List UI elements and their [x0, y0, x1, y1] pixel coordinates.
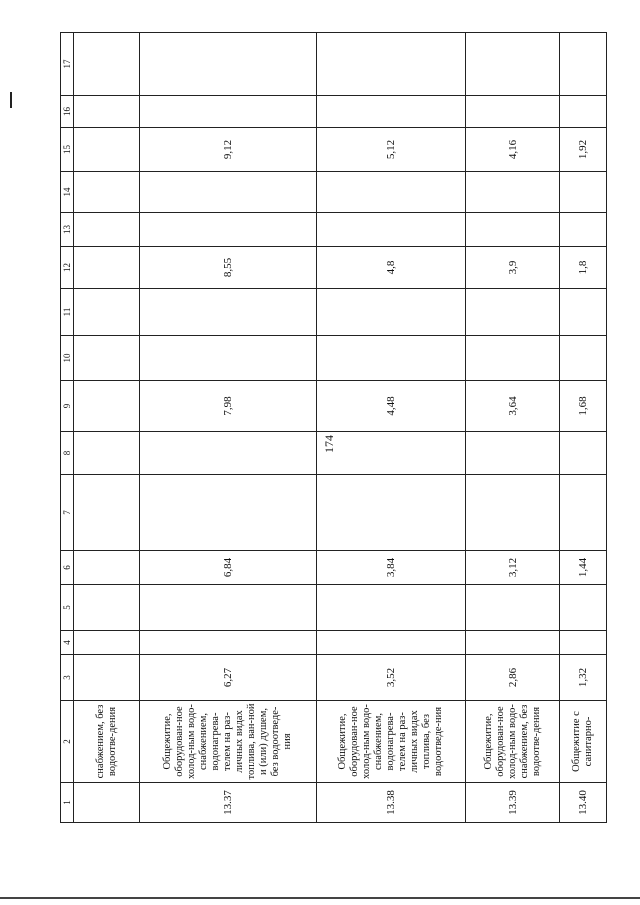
column-number: 4 [61, 631, 74, 655]
row-id: 13.37 [140, 783, 317, 823]
value-cell [74, 432, 140, 475]
value-cell [466, 585, 560, 631]
value-cell [140, 289, 317, 336]
row-description: Общежитие, оборудован-ное холод-ным водо-снабжением, водонагрева-телем на раз-личных видах топлива, без водоотведе-ния [317, 701, 466, 783]
row-id: 13.39 [466, 783, 560, 823]
value-cell [317, 33, 466, 96]
tariff-table [60, 32, 607, 823]
column-number: 13 [61, 213, 74, 247]
column-number: 14 [61, 172, 74, 213]
value-cell: 1,32 [560, 655, 607, 701]
rotated-table-container [60, 33, 605, 823]
column-number: 3 [61, 655, 74, 701]
value-cell [317, 585, 466, 631]
scan-edge-line [0, 897, 640, 899]
value-cell [317, 289, 466, 336]
value-cell [317, 432, 466, 475]
value-cell: 5,12 [317, 128, 466, 172]
row-description: Общежитие, оборудован-ное холод-ным водо-снабжением, водонагрева-телем на раз-личных видах топлива, ван-ной и (или) душем, без водоотведе-ния [140, 701, 317, 783]
value-cell: 7,98 [140, 381, 317, 432]
page-number: 174 [322, 435, 336, 453]
value-cell: 3,12 [466, 551, 560, 585]
value-cell [74, 247, 140, 289]
scan-mark [10, 92, 12, 108]
value-cell [74, 585, 140, 631]
value-cell: 3,84 [317, 551, 466, 585]
column-number: 1 [61, 783, 74, 823]
value-cell [74, 213, 140, 247]
column-number: 16 [61, 96, 74, 128]
row-id [74, 783, 140, 823]
value-cell [466, 336, 560, 381]
value-cell: 3,9 [466, 247, 560, 289]
value-cell [74, 381, 140, 432]
value-cell [140, 432, 317, 475]
value-cell [317, 213, 466, 247]
row-description: Общежитие с санитарно- [560, 701, 607, 783]
column-number: 5 [61, 585, 74, 631]
column-number: 6 [61, 551, 74, 585]
column-number: 15 [61, 128, 74, 172]
column-number: 2 [61, 701, 74, 783]
value-cell [74, 551, 140, 585]
value-cell [466, 631, 560, 655]
row-id: 13.40 [560, 783, 607, 823]
header-row [61, 33, 74, 823]
value-cell: 1,92 [560, 128, 607, 172]
value-cell [140, 213, 317, 247]
value-cell: 4,16 [466, 128, 560, 172]
value-cell [560, 585, 607, 631]
value-cell [74, 336, 140, 381]
value-cell [74, 172, 140, 213]
table-row [74, 33, 140, 823]
value-cell [466, 96, 560, 128]
column-number: 9 [61, 381, 74, 432]
column-number: 8 [61, 432, 74, 475]
value-cell [317, 96, 466, 128]
value-cell [140, 33, 317, 96]
value-cell [74, 96, 140, 128]
value-cell [74, 289, 140, 336]
value-cell: 9,12 [140, 128, 317, 172]
table-row [466, 33, 560, 823]
column-number: 12 [61, 247, 74, 289]
column-number: 10 [61, 336, 74, 381]
value-cell [74, 631, 140, 655]
row-id: 13.38 [317, 783, 466, 823]
value-cell [466, 289, 560, 336]
value-cell: 6,84 [140, 551, 317, 585]
value-cell: 4,8 [317, 247, 466, 289]
column-number: 11 [61, 289, 74, 336]
value-cell: 1,68 [560, 381, 607, 432]
value-cell [74, 128, 140, 172]
value-cell [317, 475, 466, 551]
value-cell [560, 289, 607, 336]
value-cell [140, 475, 317, 551]
value-cell [560, 213, 607, 247]
table-row [560, 33, 607, 823]
value-cell: 3,52 [317, 655, 466, 701]
column-number: 17 [61, 33, 74, 96]
value-cell [140, 172, 317, 213]
table-row [317, 33, 466, 823]
value-cell [560, 96, 607, 128]
value-cell [466, 213, 560, 247]
value-cell: 4,48 [317, 381, 466, 432]
value-cell [466, 33, 560, 96]
value-cell [317, 631, 466, 655]
value-cell [317, 172, 466, 213]
value-cell [560, 336, 607, 381]
value-cell [466, 172, 560, 213]
value-cell [560, 475, 607, 551]
value-cell [74, 33, 140, 96]
value-cell: 6,27 [140, 655, 317, 701]
value-cell [74, 475, 140, 551]
value-cell [466, 432, 560, 475]
value-cell [466, 475, 560, 551]
value-cell [140, 96, 317, 128]
value-cell [560, 432, 607, 475]
value-cell [140, 631, 317, 655]
value-cell [560, 33, 607, 96]
value-cell [74, 655, 140, 701]
value-cell: 2,86 [466, 655, 560, 701]
row-description: Общежитие, оборудован-ное холод-ным водо-снабжением, без водоотве-дения [466, 701, 560, 783]
column-number: 7 [61, 475, 74, 551]
value-cell [560, 172, 607, 213]
value-cell [560, 631, 607, 655]
value-cell [317, 336, 466, 381]
value-cell [140, 336, 317, 381]
value-cell: 1,8 [560, 247, 607, 289]
table-body [61, 33, 607, 823]
value-cell: 8,55 [140, 247, 317, 289]
table-row [140, 33, 317, 823]
row-description: снабжением, без водоотве-дения [74, 701, 140, 783]
value-cell: 3,64 [466, 381, 560, 432]
value-cell [140, 585, 317, 631]
value-cell: 1,44 [560, 551, 607, 585]
